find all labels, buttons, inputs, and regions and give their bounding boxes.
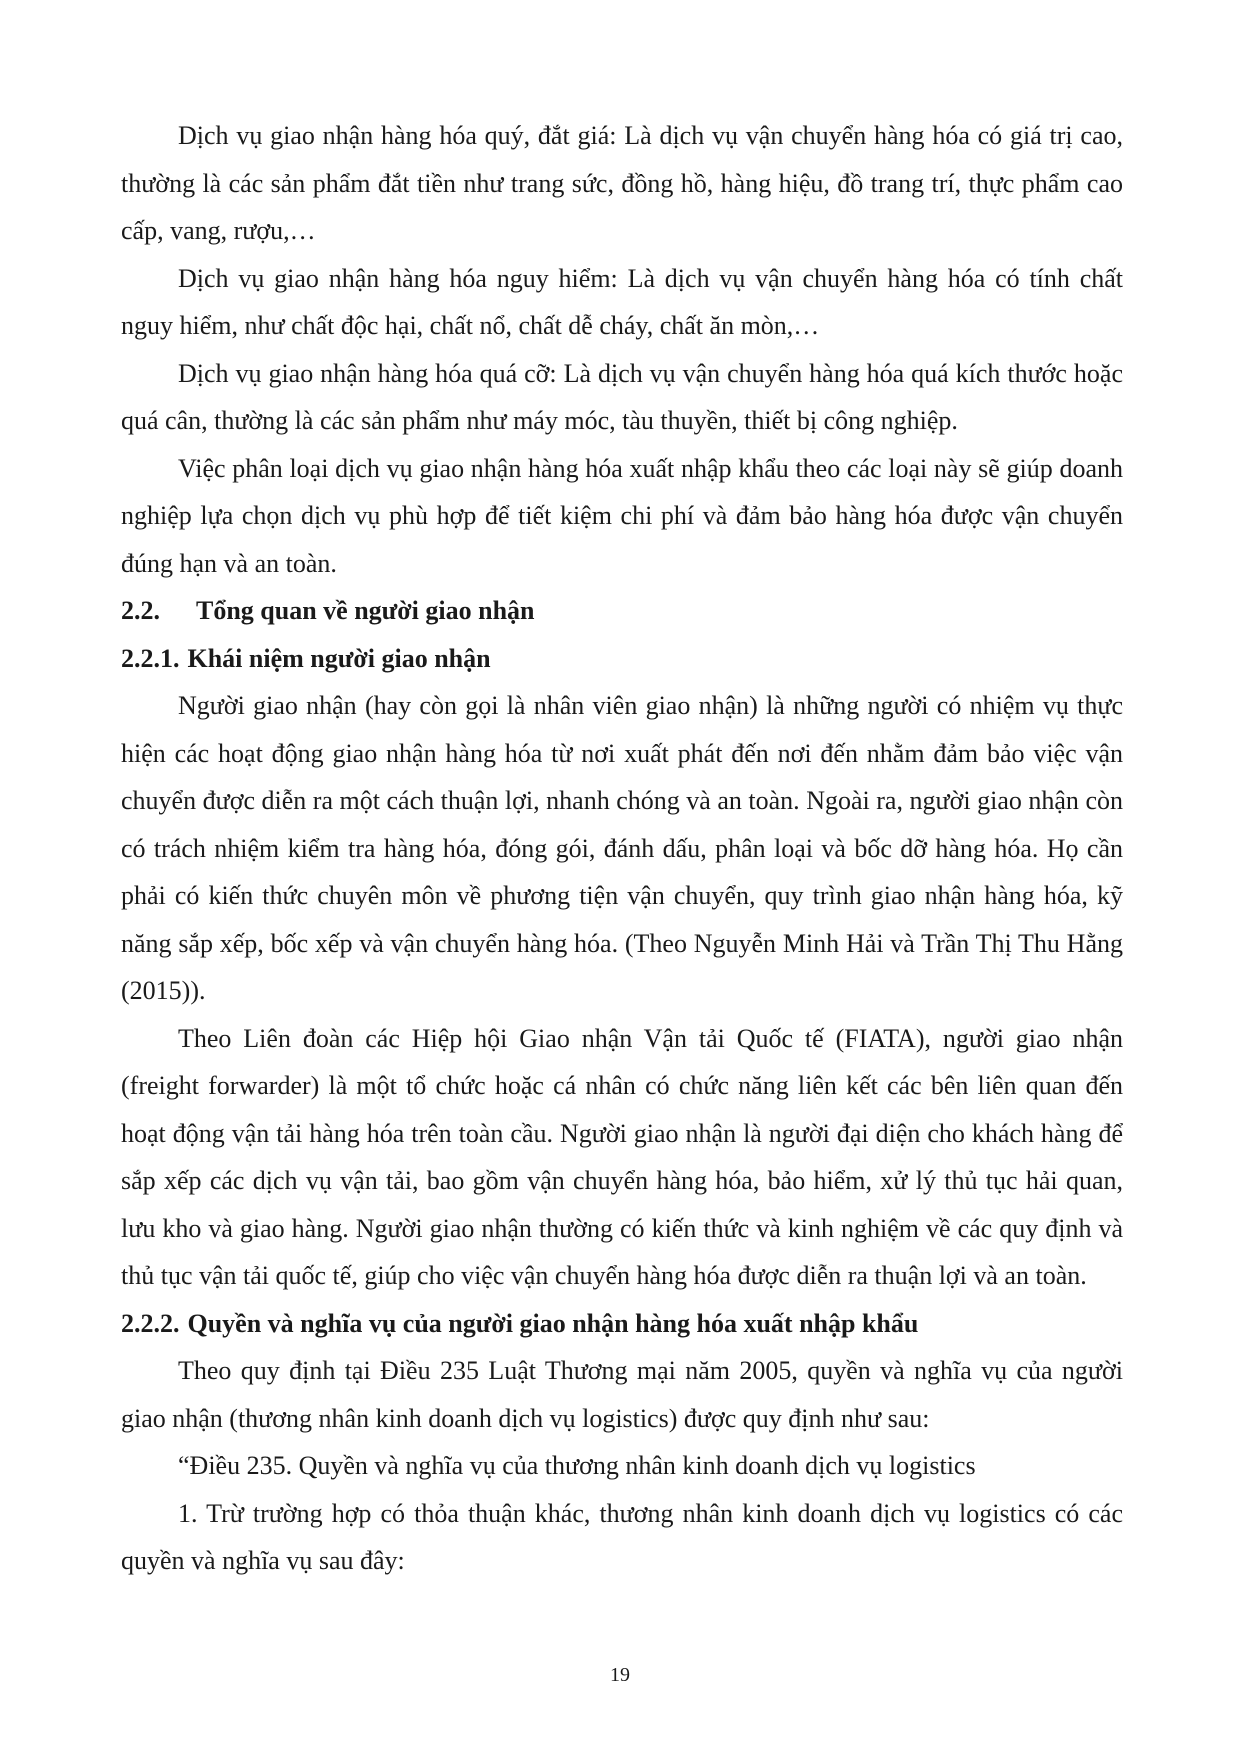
paragraph-fiata-definition: Theo Liên đoàn các Hiệp hội Giao nhận Vận tải Quốc tế (FIATA), người giao nhận (freight forwarder) là một tổ chức hoặc cá nhân có chức năng liên kết các bên liên quan đến hoạt động vận tải hàng hóa trên toàn cầu. Người giao nhận là người đại diện cho khách hàng để sắp xếp các dịch vụ vận tải, bao gồm vận chuyển hàng hóa, bảo hiểm, xử lý thủ tục hải quan, lưu kho và giao hàng. Người giao nhận thường có kiến thức và kinh nghiệm về các quy định và thủ tục vận tải quốc tế, giúp cho việc vận chuyển hàng hóa được diễn ra thuận lợi và an toàn. (121, 1023, 1123, 1290)
heading-number: 2.2.2. (121, 1308, 180, 1338)
paragraph-law-intro: Theo quy định tại Điều 235 Luật Thương mại năm 2005, quyền và nghĩa vụ của người giao nhận (thương nhân kinh doanh dịch vụ logistics) được quy định như sau: (121, 1356, 1123, 1433)
heading-title: Khái niệm người giao nhận (187, 643, 491, 673)
heading-2-2-1 (121, 635, 1123, 683)
heading-number: 2.2.1. (121, 643, 180, 673)
paragraph-dangerous-goods: Dịch vụ giao nhận hàng hóa nguy hiểm: Là dịch vụ vận chuyển hàng hóa có tính chất nguy hiểm, như chất độc hại, chất nổ, chất dễ cháy, chất ăn mòn,… (121, 263, 1123, 340)
page-content (121, 112, 1123, 1585)
paragraph-oversized-goods: Dịch vụ giao nhận hàng hóa quá cỡ: Là dịch vụ vận chuyển hàng hóa quá kích thước hoặc quá cân, thường là các sản phẩm như máy móc, tàu thuyền, thiết bị công nghiệp. (121, 358, 1123, 435)
page-number: 19 (610, 1664, 630, 1686)
paragraph-forwarder-definition: Người giao nhận (hay còn gọi là nhân viên giao nhận) là những người có nhiệm vụ thực hiện các hoạt động giao nhận hàng hóa từ nơi xuất phát đến nơi đến nhằm đảm bảo việc vận chuyển được diễn ra một cách thuận lợi, nhanh chóng và an toàn. Ngoài ra, người giao nhận còn có trách nhiệm kiểm tra hàng hóa, đóng gói, đánh dấu, phân loại và bốc dỡ hàng hóa. Họ cần phải có kiến thức chuyên môn về phương tiện vận chuyển, quy trình giao nhận hàng hóa, kỹ năng sắp xếp, bốc xếp và vận chuyển hàng hóa. (Theo Nguyễn Minh Hải và Trần Thị Thu Hằng (2015)). (121, 691, 1123, 1005)
heading-2-2 (121, 587, 1123, 635)
heading-number: 2.2. (121, 596, 160, 625)
heading-title: Quyền và nghĩa vụ của người giao nhận hàng hóa xuất nhập khẩu (187, 1308, 919, 1338)
paragraph-article-235-title: “Điều 235. Quyền và nghĩa vụ của thương nhân kinh doanh dịch vụ logistics (178, 1451, 976, 1480)
paragraph-valuable-goods: Dịch vụ giao nhận hàng hóa quý, đắt giá: Là dịch vụ vận chuyển hàng hóa có giá trị cao, thường là các sản phẩm đắt tiền như trang sức, đồng hồ, hàng hiệu, đồ trang trí, thực phẩm cao cấp, vang, rượu,… (121, 121, 1123, 245)
paragraph-classification-summary: Việc phân loại dịch vụ giao nhận hàng hóa xuất nhập khẩu theo các loại này sẽ giúp doanh nghiệp lựa chọn dịch vụ phù hợp để tiết kiệm chi phí và đảm bảo hàng hóa được vận chuyển đúng hạn và an toàn. (121, 453, 1123, 578)
heading-title: Tổng quan về người giao nhận (196, 596, 535, 625)
paragraph-article-235-clause-1: 1. Trừ trường hợp có thỏa thuận khác, thương nhân kinh doanh dịch vụ logistics có các quyền và nghĩa vụ sau đây: (121, 1498, 1123, 1575)
heading-2-2-2 (121, 1300, 1123, 1348)
